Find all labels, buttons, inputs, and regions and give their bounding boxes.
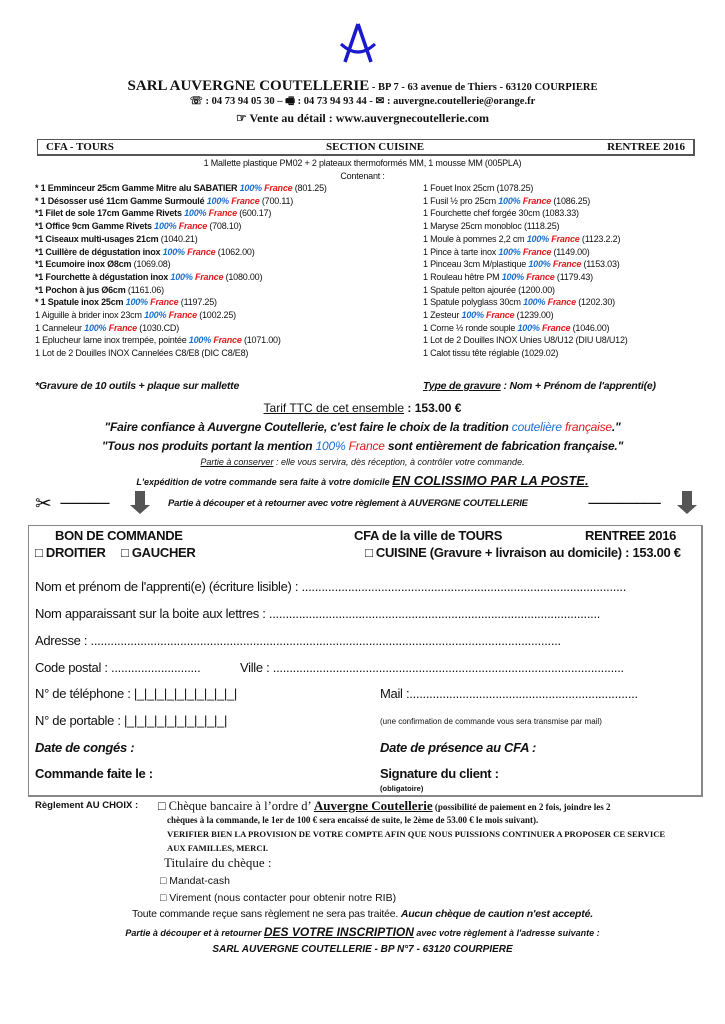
item-name: *1 Cuillère de dégustation inox [35,246,163,257]
company-logo [338,22,378,64]
list-item [423,221,559,231]
item-code: (1029.02) [521,348,559,359]
provision-warning: VERIFIER BIEN LA PROVISION DE VOTRE COMPTE AFIN QUE NOUS PUISSIONS CONTINUER A PROPOSER CE SERVICE [167,829,666,839]
flag-100: 100% [170,271,193,282]
item-name: 1 Zesteur [423,310,462,320]
item-code: (1080.00) [225,271,263,282]
list-item [423,259,620,269]
item-code: (1083.33) [542,208,579,219]
website-text: Vente au détail : www.auvergnecoutellerie.com [249,111,490,125]
type-gravure [423,380,656,392]
q1b: coutelière [511,420,562,434]
conserver-note [0,457,725,467]
flag-100: 100% [84,322,107,333]
item-code: (1123.2.2) [581,233,621,244]
item-name: 1 Maryse 25cm monobloc [423,221,524,232]
list-item [35,297,217,307]
flag-100: 100% [523,297,546,308]
flag-france: France [228,195,262,206]
item-code: (1202.30) [578,297,615,308]
flag-france: France [184,246,218,257]
item-code: (1239.00) [516,310,554,320]
expedition-text: L'expédition de votre commande sera faite à votre domicile [136,477,393,487]
contact-line: ☏ : 04 73 94 05 30 – 🖷 : 04 73 94 93 44 - ✉ : auvergne.coutellerie@orange.fr [189,96,536,107]
flag-france: France [545,297,579,308]
item-name: 1 Spatule polyglass 30cm [423,297,524,308]
quote-produits [0,439,725,453]
item-code: (1086.25) [553,195,591,206]
list-item [35,196,293,206]
list-item [423,196,590,206]
gaucher-checkbox[interactable]: □ GAUCHER [121,545,196,560]
item-code: (1040.21) [160,233,198,244]
flag-100: 100% [501,271,524,282]
mallette-line: 1 Mallette plastique PM02 + 2 plateaux thermoformés MM, 1 mousse MM (005PLA) [203,158,522,168]
form-title: BON DE COMMANDE [55,528,183,543]
q2b: 100% [315,439,346,453]
q1a: "Faire confiance à Auvergne Coutellerie, c'est faire le choix de la tradition [104,420,512,434]
list-item [35,335,281,345]
item-name: 1 Pince à tarte inox [423,246,499,257]
item-name: * 1 Désosser usé 11cm Gamme Surmoulé [35,195,207,206]
no-payment-note [0,908,725,920]
item-code: (1118.25) [523,221,560,232]
virement-option[interactable]: □ Virement (nous contacter pour obtenir notre RIB) [160,892,397,904]
item-code: (1002.25) [199,310,236,320]
address-field[interactable]: Adresse : .............................................................................................................................................. [35,633,561,648]
list-item [423,247,590,257]
flag-100: 100% [528,259,551,270]
postal-code-field[interactable]: Code postal : ........................... [35,660,201,675]
item-name: 1 Pinceau 3cm M/plastique [423,259,529,270]
flag-france: France [147,297,181,308]
cuisine-checkbox[interactable]: □ CUISINE (Gravure + livraison au domicile) : 153.00 € [365,545,681,560]
item-code: (1069.08) [133,259,171,270]
list-item [35,348,248,358]
tarif-value: : 153.00 € [404,401,462,415]
form-rentree: RENTREE 2016 [585,528,677,543]
toute-commande: Toute commande reçue sans règlement ne sera pas traitée. [132,908,401,920]
tarif-line [0,401,725,415]
list-item [423,234,620,244]
pointing-hand-icon: ☞ [235,111,247,125]
section-banner [37,139,695,156]
tarif-label: Tarif TTC de cet ensemble [263,401,405,415]
item-name: * 1 Emminceur 25cm Gamme Mitre alu SABATIER [35,183,240,193]
flag-100: 100% [498,195,521,206]
list-item [423,208,579,218]
banner-rentree: RENTREE 2016 [607,141,685,153]
flag-100: 100% [162,246,185,257]
list-item [423,183,533,193]
q2c: France [345,439,385,453]
item-code: (1046.00) [572,322,610,333]
item-name: *1 Office 9cm Gamme Rivets [35,221,155,232]
mail-field[interactable]: Mail :..................................................................... [380,686,638,701]
flag-france: France [211,335,244,346]
down-arrow-icon [682,491,692,505]
conges-label: Date de congés : [35,740,135,755]
mandat-cash-option[interactable]: □ Mandat-cash [160,875,230,887]
flag-100: 100% [239,183,262,193]
item-code: (801.25) [294,183,327,193]
cheque-text: □ Chèque bancaire à l’ordre d’ [158,799,314,813]
flag-france: France [550,259,584,270]
retour-b: DES VOTRE INSCRIPTION [263,925,414,939]
commande-date-label: Commande faite le : [35,766,153,781]
item-code: (708.10) [209,221,242,232]
list-item [35,323,179,333]
down-arrow-icon [135,491,145,505]
item-name: *1 Fourchette à dégustation inox [35,271,171,282]
flag-100: 100% [184,208,207,219]
presence-label: Date de présence au CFA : [380,740,537,755]
item-name: 1 Moule à pommes 2,2 cm [423,233,527,244]
cheque-details: chèques à la commande, le 1er de 100 € sera encaissé de suite, le 2ème de 53.00 € le mois suivant). [167,815,539,825]
item-name: 1 Fourchette chef forgée 30cm [423,208,543,219]
item-name: *1 Filet de sole 17cm Gamme Rivets [35,208,185,219]
phone-field[interactable]: N° de téléphone : |_|_|_|_|_|_|_|_|_|_| [35,686,237,701]
item-name: 1 Calot tissu tête réglable [423,348,522,359]
item-name: 1 Lot de 2 Douilles INOX Unies U8/U12 [423,335,576,346]
list-item [423,310,553,320]
flag-france: France [176,221,210,232]
item-name: 1 Fouet Inox 25cm [423,183,497,193]
flag-france: France [548,233,582,244]
list-item [423,323,609,333]
flag-france: France [483,310,517,320]
expedition-colissimo: EN COLISSIMO PAR LA POSTE. [392,473,589,488]
titulaire-field[interactable]: Titulaire du chèque : [164,855,272,870]
item-code: (DIU U8/U12) [575,335,628,346]
list-item [423,272,593,282]
return-note [0,925,725,939]
flag-100: 100% [154,221,177,232]
provision-warning-2: AUX FAMILLES, MERCI. [167,843,269,853]
flag-100: 100% [125,297,148,308]
item-code: (1197.25) [180,297,217,308]
list-item [423,348,558,358]
aucun-cheque: Aucun chèque de caution n'est accepté. [400,908,593,920]
flag-france: France [106,322,140,333]
q1c: française [561,420,612,434]
item-name: 1 Spatule pelton ajourée [423,284,519,295]
item-code: (1062.00) [217,246,255,257]
payment-label: Règlement AU CHOIX : [35,800,139,811]
retour-a: Partie à découper et à retourner [125,928,264,938]
droitier-checkbox[interactable]: □ DROITIER [35,545,106,560]
item-name: 1 Canneleur [35,322,85,333]
mailbox-name-field[interactable]: Nom apparaissant sur la boite aux lettres : .................................................................................................... [35,606,601,621]
list-item [35,272,262,282]
list-item [35,247,255,257]
item-code: (1149.00) [553,246,590,257]
expedition-note [0,473,725,488]
flag-100: 100% [188,335,212,346]
flag-france: France [523,271,557,282]
banner-section: SECTION CUISINE [326,141,425,153]
conserver-value: : elle vous servira, dès réception, à contrôler votre commande. [273,457,525,467]
flag-france: France [520,195,554,206]
q2a: "Tous nos produits portant la mention [101,439,316,453]
item-code: (1071.00) [243,335,281,346]
item-name: 1 Fusil ½ pro 25cm [423,195,499,206]
conserver-label: Partie à conserver [200,457,274,467]
banner-cfa: CFA - TOURS [46,141,114,153]
company-name: SARL AUVERGNE COUTELLERIE [127,78,370,94]
flag-100: 100% [517,322,540,333]
flag-france: France [192,271,226,282]
q2d: sont entièrement de fabrication française." [384,439,624,453]
cut-instruction: Partie à découper et à retourner avec votre règlement à AUVERGNE COUTELLERIE [168,498,528,509]
item-code: (1161.06) [127,284,164,295]
item-name: *1 Pochon à jus Ø6cm [35,284,128,295]
contenant-label: Contenant : [340,171,385,181]
flag-france: France [206,208,240,219]
flag-100: 100% [144,310,167,320]
item-code: (1200.00) [518,284,555,295]
item-code: (1179.43) [556,271,593,282]
cut-dashes-right: ------------------------------- [588,498,661,509]
form-cfa: CFA de la ville de TOURS [354,528,503,543]
apprenti-name-field[interactable]: Nom et prénom de l'apprenti(e) (écriture lisible) : .................................................................................................. [35,579,627,594]
type-gravure-value: : Nom + Prénom de l'apprenti(e) [500,380,656,392]
list-item [423,285,555,295]
list-item [423,335,628,345]
gravure-note: *Gravure de 10 outils + plaque sur mallette [35,380,240,392]
flag-100: 100% [461,310,484,320]
cheque-option[interactable] [158,797,610,815]
q1d: ." [611,420,621,434]
obligatoire-note: (obligatoire) [380,784,424,793]
flag-france: France [520,246,554,257]
website-line [0,111,725,126]
item-name: * 1 Spatule inox 25cm [35,297,126,308]
mobile-field[interactable]: N° de portable : |_|_|_|_|_|_|_|_|_|_| [35,713,228,728]
item-name: 1 Aiguille à brider inox 23cm [35,310,145,320]
item-code: (600.17) [239,208,272,219]
item-name: 1 Eplucheur lame inox trempée, pointée [35,335,189,346]
item-name: *1 Ciseaux multi-usages 21cm [35,233,161,244]
flag-france: France [166,310,200,320]
item-code: (1078.25) [496,183,534,193]
flag-100: 100% [498,246,521,257]
type-gravure-label: Type de gravure [423,380,501,392]
item-name: 1 Rouleau hêtre PM [423,271,502,282]
list-item [423,297,615,307]
list-item [35,221,241,231]
scissors-icon: ✂ [35,493,52,515]
item-code: (1153.03) [583,259,620,270]
item-name: *1 Ecumoire inox Ø8cm [35,259,134,270]
confirmation-note: (une confirmation de commande vous sera transmise par mail) [380,717,602,726]
company-address: - BP 7 - 63 avenue de Thiers - 63120 COURPIERE [369,82,598,93]
flag-100: 100% [526,233,549,244]
city-field[interactable]: Ville : .......................................................................................................... [240,660,624,675]
signature-label: Signature du client : [380,766,499,781]
item-code: (DIC C8/E8) [201,348,249,359]
item-name: 1 Corne ½ ronde souple [423,322,518,333]
return-address: SARL AUVERGNE COUTELLERIE - BP N°7 - 63120 COURPIERE [212,944,513,955]
list-item [35,234,198,244]
flag-france: France [261,183,295,193]
list-item [35,285,164,295]
quote-confiance [0,420,725,434]
item-name: 1 Lot de 2 Douilles INOX Cannelées C8/E8 [35,348,202,359]
list-item [35,183,327,193]
list-item [35,259,170,269]
cut-dashes-left: --------------------- [60,498,109,509]
item-code: (1030.CD) [139,322,179,333]
cheque-possibilite: (possibilité de paiement en 2 fois, joindre les 2 [432,802,611,812]
list-item [35,310,236,320]
retour-c: avec votre règlement à l'adresse suivante : [413,928,600,938]
list-item [35,208,271,218]
flag-100: 100% [206,195,229,206]
cheque-payee: Auvergne Coutellerie [313,798,433,813]
flag-france: France [539,322,573,333]
item-code: (700.11) [261,195,294,206]
